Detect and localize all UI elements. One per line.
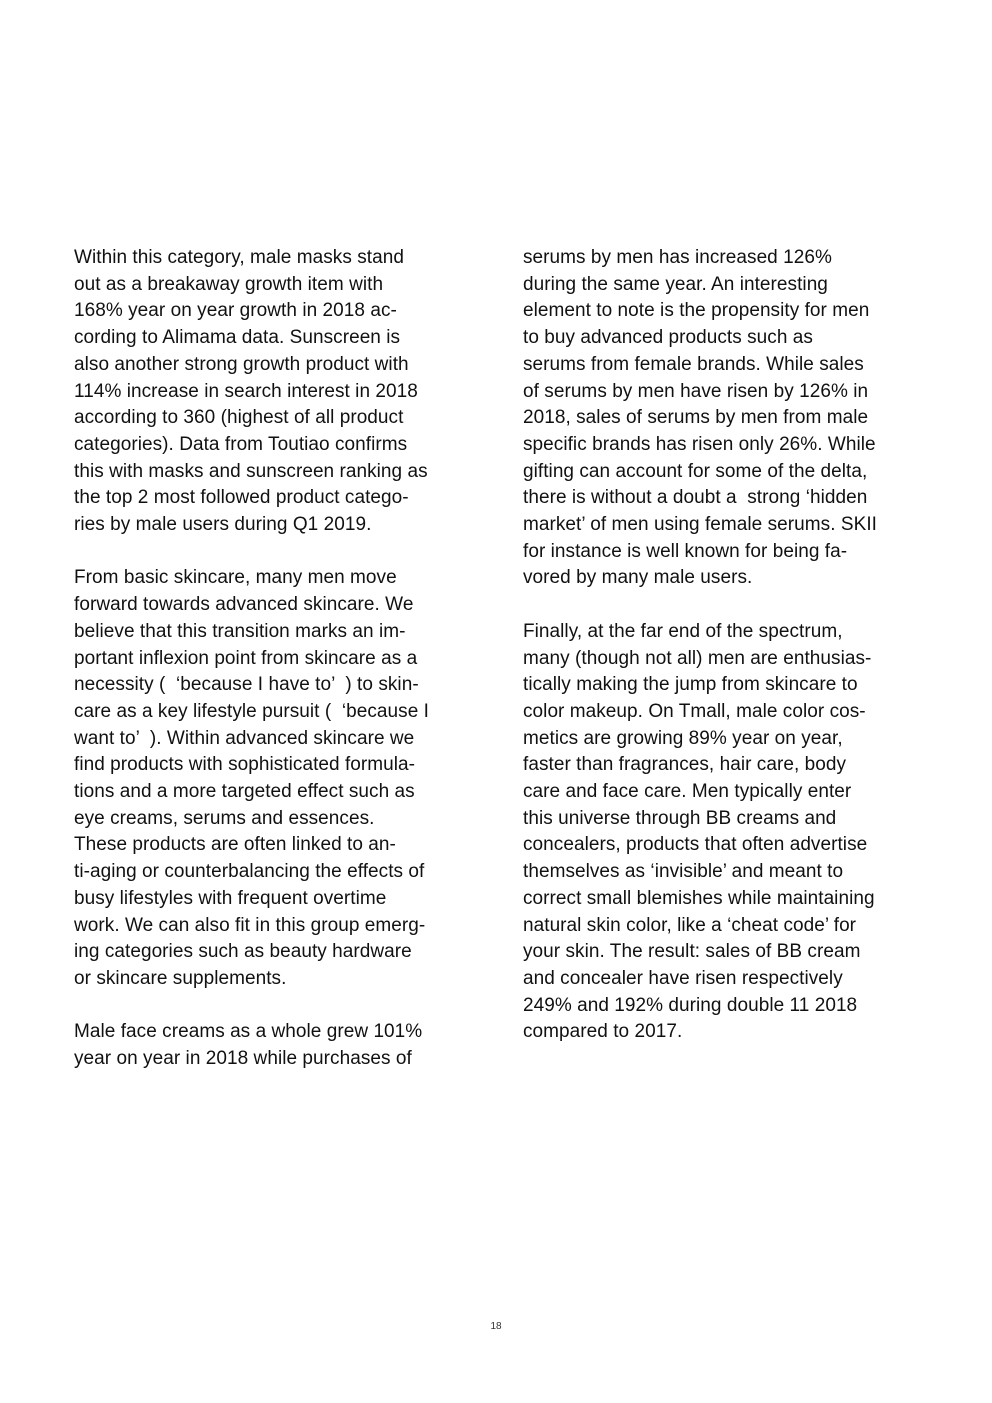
- text-line: faster than fragrances, hair care, body: [523, 754, 847, 776]
- text-line: ing categories such as beauty hardware: [74, 941, 412, 963]
- text-line: this universe through BB creams and: [523, 807, 837, 829]
- paragraph-gap: [523, 592, 933, 619]
- text-line: find products with sophisticated formula-: [74, 754, 416, 776]
- paragraph: [74, 1019, 484, 1072]
- text-line: 249% and 192% during double 11 2018: [523, 994, 858, 1016]
- paragraph-gap: [74, 539, 484, 566]
- text-line: portant inflexion point from skincare as a: [74, 647, 418, 669]
- text-line: there is without a doubt a strong ‘hidden: [523, 487, 868, 509]
- text-line: concealers, products that often advertise: [523, 834, 868, 856]
- text-line: These products are often linked to an-: [74, 834, 396, 856]
- text-line: also another strong growth product with: [74, 353, 409, 375]
- text-line: specific brands has risen only 26%. While: [523, 433, 876, 455]
- text-line: serums by men has increased 126%: [523, 247, 832, 268]
- text-line: year on year in 2018 while purchases of: [74, 1048, 412, 1070]
- text-line: categories). Data from Toutiao confirms: [74, 433, 408, 455]
- paragraph: [74, 565, 484, 992]
- text-line: compared to 2017.: [523, 1021, 683, 1043]
- text-line: work. We can also fit in this group emerg-: [74, 914, 426, 936]
- text-line: market’ of men using female serums. SKII: [523, 514, 877, 536]
- paragraph: [523, 619, 933, 1046]
- text-line: forward towards advanced skincare. We: [74, 594, 414, 616]
- text-line: Finally, at the far end of the spectrum,: [523, 620, 843, 642]
- text-line: vored by many male users.: [523, 567, 753, 589]
- text-line: for instance is well known for being fa-: [523, 540, 848, 562]
- text-line: many (though not all) men are enthusias-: [523, 647, 872, 669]
- text-line: out as a breakaway growth item with: [74, 273, 384, 295]
- text-line: Within this category, male masks stand: [74, 247, 404, 268]
- text-line: of serums by men have risen by 126% in: [523, 380, 869, 402]
- text-line: gifting can account for some of the delta,: [523, 460, 868, 482]
- text-line: tions and a more targeted effect such as: [74, 781, 415, 803]
- text-line: want to’ ). Within advanced skincare we: [74, 727, 415, 749]
- text-line: ti-aging or counterbalancing the effects of: [74, 861, 425, 883]
- text-line: cording to Alimama data. Sunscreen is: [74, 327, 401, 349]
- text-line: Male face creams as a whole grew 101%: [74, 1021, 423, 1043]
- paragraph: [523, 245, 933, 592]
- text-line: natural skin color, like a ‘cheat code’ for: [523, 914, 857, 936]
- text-line: 168% year on year growth in 2018 ac-: [74, 300, 397, 322]
- text-line: tically making the jump from skincare to: [523, 674, 858, 696]
- paragraph: [74, 245, 484, 539]
- text-line: to buy advanced products such as: [523, 327, 813, 349]
- text-line: the top 2 most followed product catego-: [74, 487, 409, 509]
- text-line: ries by male users during Q1 2019.: [74, 514, 372, 536]
- text-line: care as a key lifestyle pursuit ( ‘because I: [74, 700, 429, 722]
- text-line: this with masks and sunscreen ranking as: [74, 460, 428, 482]
- text-line: believe that this transition marks an im-: [74, 620, 406, 642]
- text-line: correct small blemishes while maintaining: [523, 887, 875, 909]
- text-line: serums from female brands. While sales: [523, 353, 864, 375]
- text-line: eye creams, serums and essences.: [74, 807, 375, 829]
- text-line: element to note is the propensity for men: [523, 300, 870, 322]
- paragraph-gap: [74, 993, 484, 1020]
- text-line: your skin. The result: sales of BB cream: [523, 941, 861, 963]
- text-line: color makeup. On Tmall, male color cos-: [523, 700, 866, 722]
- text-line: themselves as ‘invisible’ and meant to: [523, 861, 844, 883]
- text-line: From basic skincare, many men move: [74, 567, 397, 589]
- text-line: necessity ( ‘because I have to’ ) to skin-: [74, 674, 419, 696]
- text-line: metics are growing 89% year on year,: [523, 727, 843, 749]
- text-line: busy lifestyles with frequent overtime: [74, 887, 387, 909]
- left-column: [74, 245, 484, 1073]
- text-line: 114% increase in search interest in 2018: [74, 380, 418, 402]
- text-line: care and face care. Men typically enter: [523, 781, 852, 803]
- text-line: during the same year. An interesting: [523, 273, 828, 295]
- text-line: according to 360 (highest of all product: [74, 407, 404, 429]
- text-line: or skincare supplements.: [74, 967, 287, 989]
- text-line: 2018, sales of serums by men from male: [523, 407, 869, 429]
- text-line: and concealer have risen respectively: [523, 967, 843, 989]
- right-column: [523, 245, 933, 1046]
- page-number: 18: [490, 1321, 502, 1332]
